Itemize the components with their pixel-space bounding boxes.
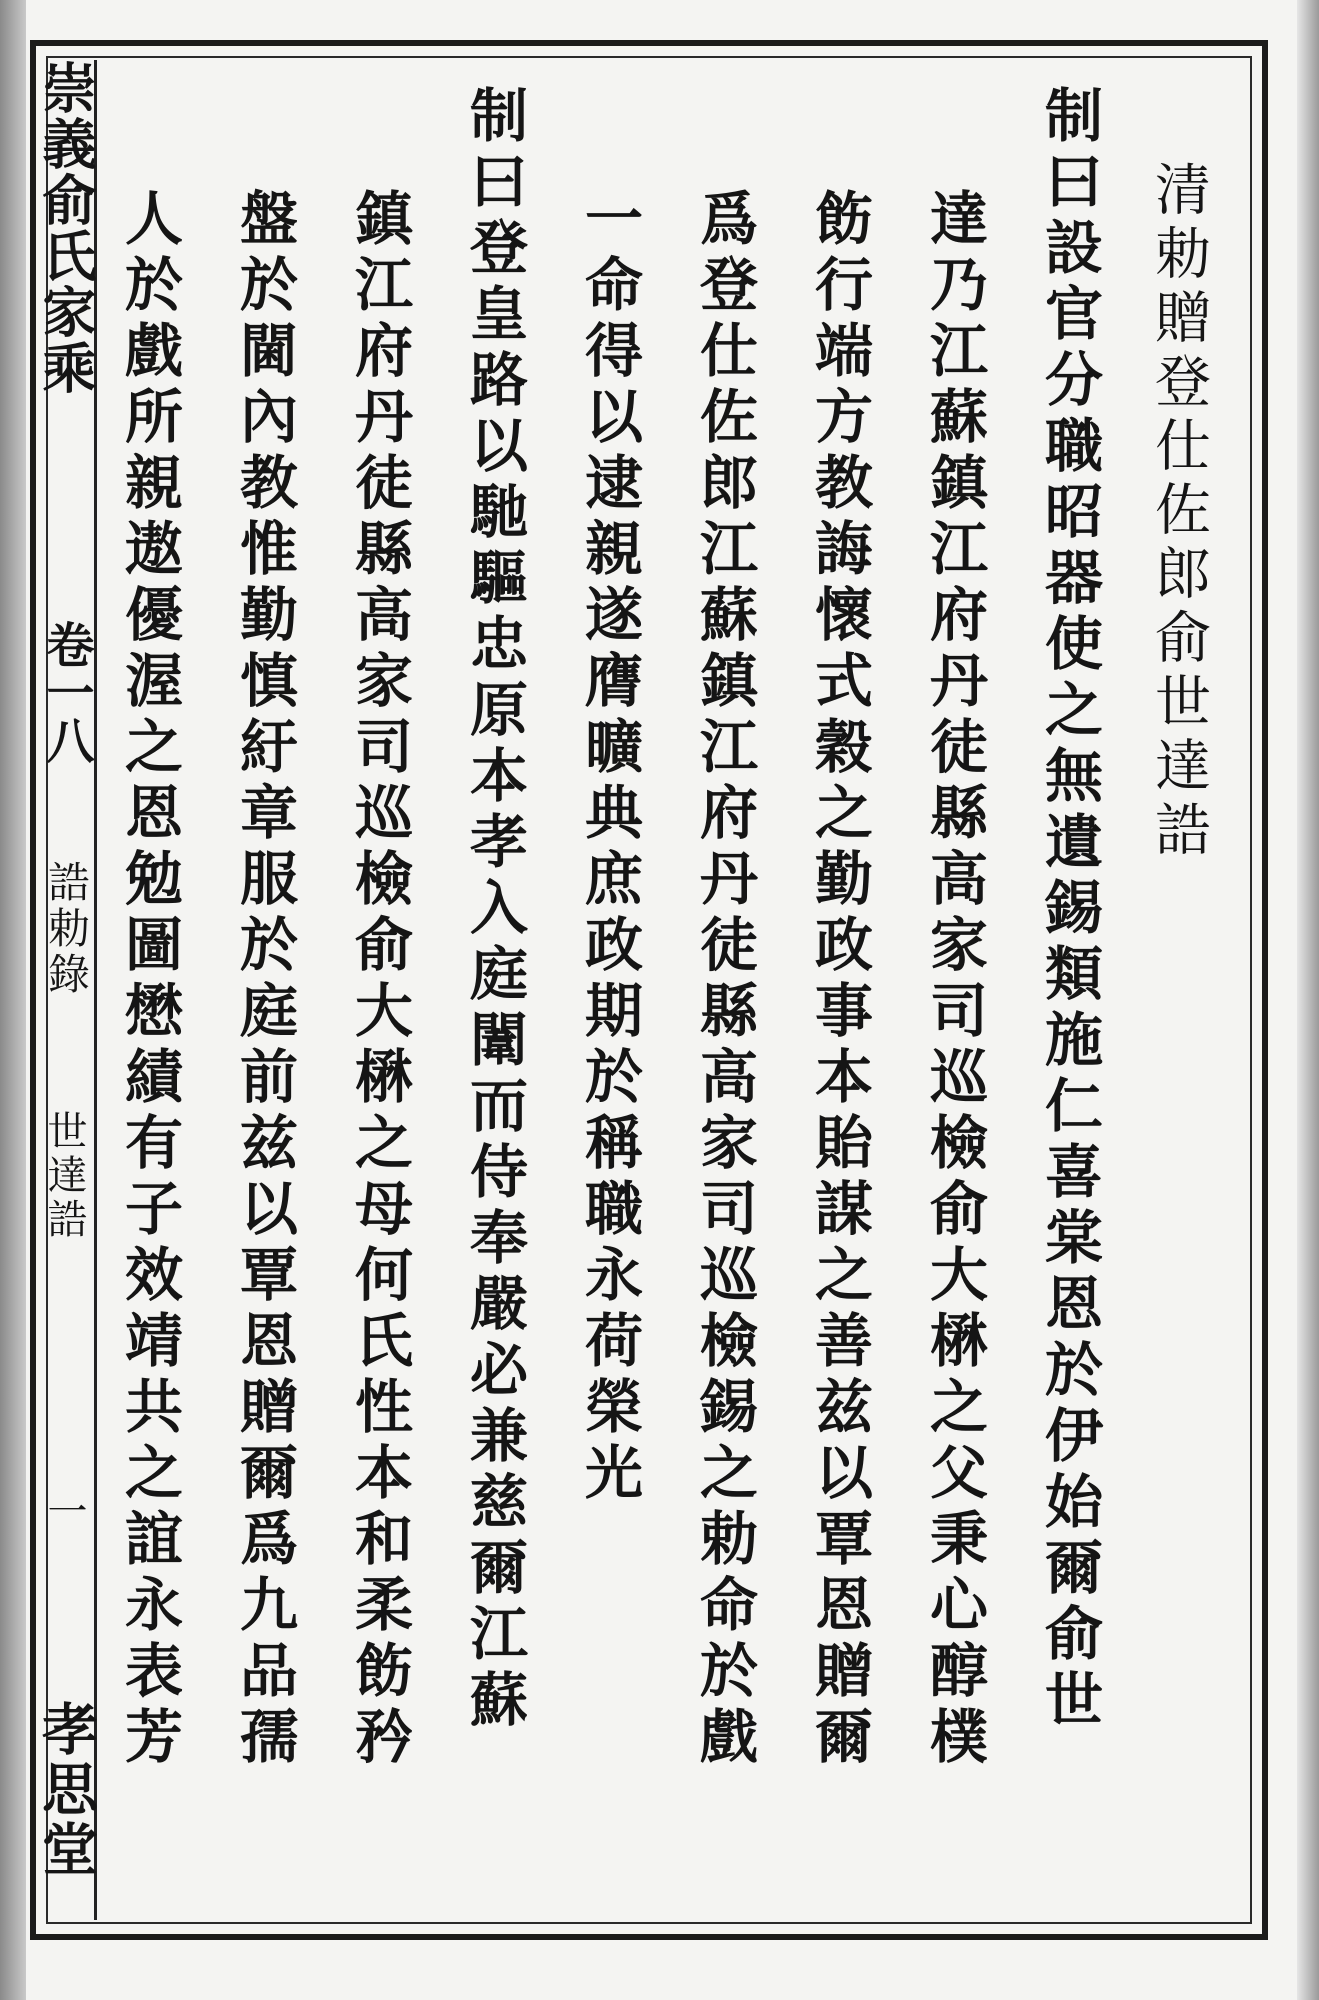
subsection-label: 世達誥 [41,1110,87,1242]
text-column-1-title: 清勅贈登仕佐郎俞世達誥 [1146,160,1211,864]
text-column-6: 一命得以逮親遂膺曠典庶政期於稱職永荷榮光 [575,188,643,1508]
book-title: 崇義俞氏家乘 [34,60,98,396]
volume-label: 卷一八 [38,620,94,764]
text-column-2: 制曰設官分職昭器使之無遺錫類施仁喜棠恩於伊始爾俞世 [1035,85,1103,1735]
text-column-7: 制曰登皇路以馳驅忠原本孝入庭闈而侍奉嚴必兼慈爾江蘇 [460,85,528,1735]
section-label: 誥勅錄 [42,860,91,998]
text-column-4: 飭行端方教誨懷式穀之勤政事本貽謀之善兹以覃恩贈爾 [805,188,873,1772]
text-column-10: 人於戲所親遨優渥之恩勉圖懋績有子效靖共之誼永表芳 [115,188,183,1772]
page-number: 一 [41,1490,87,1530]
text-column-5: 爲登仕佐郎江蘇鎮江府丹徒縣高家司巡檢錫之勅命於戲 [690,188,758,1772]
text-column-8: 鎮江府丹徒縣高家司巡檢俞大楙之母何氏性本和柔飭矜 [345,188,413,1772]
text-column-9: 盤於閫內教惟勤慎紆章服於庭前兹以覃恩贈爾爲九品孺 [230,188,298,1772]
center-column [22,60,97,1920]
text-column-3: 達乃江蘇鎮江府丹徒縣高家司巡檢俞大楙之父秉心醇樸 [920,188,988,1772]
page-edge-right [1297,0,1319,2000]
hall-name: 孝思堂 [33,1700,99,1880]
